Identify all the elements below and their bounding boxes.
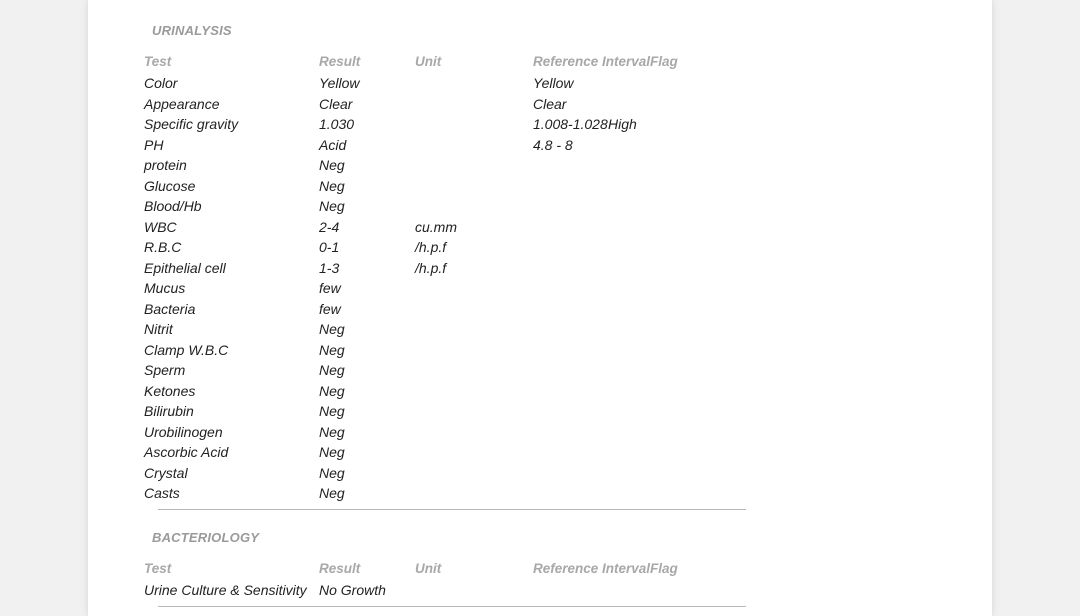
urinalysis-divider [158, 509, 746, 510]
cell-result: Acid [319, 136, 347, 153]
cell-result: Neg [319, 444, 345, 460]
urinalysis-table-header [88, 54, 788, 74]
cell-result: Neg [319, 177, 345, 194]
cell-test: Color [144, 75, 178, 91]
table-row [88, 260, 788, 280]
table-row [88, 362, 788, 382]
cell-test: Mucus [144, 280, 186, 296]
cell-test: Nitrit [144, 321, 173, 337]
cell-test: Blood/Hb [144, 198, 202, 214]
table-row [88, 178, 788, 198]
cell-result: No Growth [319, 582, 386, 598]
cell-flag: High [608, 116, 637, 132]
header-unit: Unit [415, 561, 442, 576]
cell-result: Neg [319, 464, 345, 481]
cell-test: Bacteria [144, 300, 196, 317]
header-flag: Flag [650, 561, 678, 576]
table-row [88, 301, 788, 321]
report-page [88, 0, 992, 616]
cell-result: 1-3 [319, 259, 340, 276]
cell-unit: /h.p.f [415, 239, 447, 255]
table-row [88, 198, 788, 218]
header-result: Result [319, 54, 361, 69]
bacteriology-section-title: BACTERIOLOGY [152, 530, 260, 545]
header-flag: Flag [650, 54, 678, 69]
cell-test: PH [144, 136, 164, 153]
table-row [88, 96, 788, 116]
cell-test: Casts [144, 485, 180, 501]
header-reference-interval: Reference Interval [533, 54, 651, 69]
table-row [88, 157, 788, 177]
cell-result: Neg [319, 341, 345, 358]
cell-test: protein [144, 157, 187, 173]
cell-result: Neg [319, 382, 345, 399]
cell-result: Neg [319, 485, 345, 501]
cell-test: WBC [144, 218, 177, 235]
header-result: Result [319, 561, 361, 576]
cell-result: 1.030 [319, 116, 355, 132]
table-row [88, 321, 788, 341]
cell-result: few [319, 280, 341, 296]
cell-reference-interval: Clear [533, 95, 567, 112]
cell-test: R.B.C [144, 239, 182, 255]
cell-reference-interval: 4.8 - 8 [533, 136, 573, 153]
cell-unit: /h.p.f [415, 259, 447, 276]
cell-test: Urobilinogen [144, 423, 223, 440]
table-row [88, 383, 788, 403]
cell-result: 2-4 [319, 218, 340, 235]
cell-result: Neg [319, 423, 345, 440]
cell-result: Neg [319, 403, 345, 419]
cell-test: Urine Culture & Sensitivity [144, 582, 307, 598]
cell-reference-interval: Yellow [533, 75, 574, 91]
cell-result: Yellow [319, 75, 360, 91]
table-row [88, 582, 788, 602]
cell-test: Crystal [144, 464, 188, 481]
header-test: Test [144, 54, 172, 69]
cell-unit: cu.mm [415, 218, 457, 235]
header-unit: Unit [415, 54, 442, 69]
cell-test: Appearance [144, 95, 220, 112]
table-row [88, 137, 788, 157]
cell-test: Clamp W.B.C [144, 341, 229, 358]
table-row [88, 239, 788, 259]
cell-reference-interval: 1.008-1.028 [533, 116, 608, 132]
cell-result: few [319, 300, 341, 317]
urinalysis-section-title: URINALYSIS [152, 23, 232, 38]
cell-test: Sperm [144, 362, 186, 378]
table-row [88, 116, 788, 136]
table-row [88, 219, 788, 239]
bacteriology-divider [158, 606, 746, 607]
table-row [88, 75, 788, 95]
bacteriology-table-header [88, 561, 788, 581]
cell-result: Neg [319, 321, 345, 337]
cell-result: Neg [319, 157, 345, 173]
cell-test: Ketones [144, 382, 196, 399]
cell-result: Clear [319, 95, 353, 112]
table-row [88, 485, 788, 505]
cell-test: Epithelial cell [144, 259, 226, 276]
cell-result: Neg [319, 362, 345, 378]
cell-result: Neg [319, 198, 345, 214]
table-row [88, 424, 788, 444]
header-reference-interval: Reference Interval [533, 561, 651, 576]
cell-test: Glucose [144, 177, 196, 194]
table-row [88, 280, 788, 300]
cell-test: Specific gravity [144, 116, 239, 132]
cell-test: Ascorbic Acid [144, 444, 229, 460]
table-row [88, 444, 788, 464]
cell-test: Bilirubin [144, 403, 194, 419]
table-row [88, 342, 788, 362]
table-row [88, 403, 788, 423]
table-row [88, 465, 788, 485]
header-test: Test [144, 561, 172, 576]
cell-result: 0-1 [319, 239, 340, 255]
